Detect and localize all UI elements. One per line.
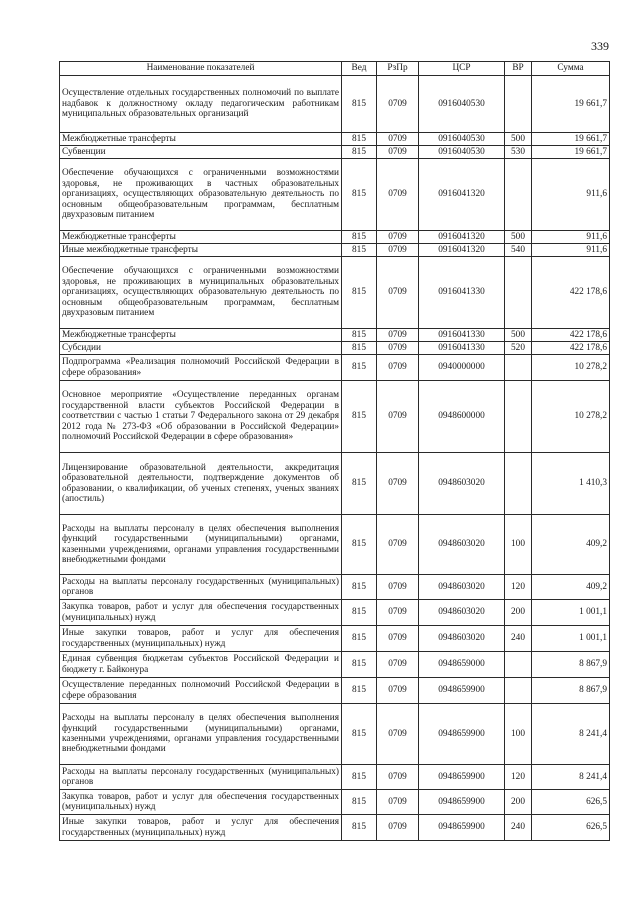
cell-expense-type: 500 [505,329,532,342]
cell-expense-type: 240 [505,626,532,652]
cell-target-article: 0916041320 [419,159,505,231]
cell-expense-type [505,257,532,329]
cell-target-article: 0948659900 [419,678,505,704]
cell-department: 815 [342,355,377,381]
cell-expense-type: 120 [505,765,532,790]
cell-expense-type: 100 [505,515,532,575]
table-row [60,159,610,231]
cell-section: 0709 [377,600,419,626]
table-row [60,244,610,257]
cell-expense-type [505,652,532,678]
cell-department: 815 [342,329,377,342]
cell-name: Лицензирование образовательной деятельности, аккредитация образовательной деятельности, подтверждение документов об образовании, о квалификации, об ученых степенях, ученых званиях (апостиль) [60,453,342,515]
table-row [60,146,610,159]
cell-section: 0709 [377,76,419,133]
cell-department: 815 [342,381,377,453]
table-row [60,515,610,575]
cell-target-article: 0948659900 [419,765,505,790]
table-row [60,231,610,244]
cell-section: 0709 [377,231,419,244]
page-number: 339 [591,39,609,53]
table-header-row [60,62,610,76]
cell-department: 815 [342,626,377,652]
cell-amount: 911,6 [532,159,610,231]
cell-section: 0709 [377,790,419,815]
cell-expense-type [505,76,532,133]
cell-amount: 626,5 [532,815,610,841]
cell-department: 815 [342,790,377,815]
header-expense-type: ВР [505,62,532,76]
cell-section: 0709 [377,133,419,146]
cell-amount: 19 661,7 [532,133,610,146]
header-target-article: ЦСР [419,62,505,76]
cell-expense-type: 200 [505,600,532,626]
cell-department: 815 [342,244,377,257]
cell-department: 815 [342,133,377,146]
cell-section: 0709 [377,342,419,355]
cell-expense-type: 520 [505,342,532,355]
cell-target-article: 0948603020 [419,515,505,575]
cell-department: 815 [342,342,377,355]
cell-amount: 19 661,7 [532,146,610,159]
cell-name: Осуществление отдельных государственных полномочий по выплате надбавок к должностному окладу педагогическим работникам муниципальных образовательных организаций [60,76,342,133]
cell-expense-type [505,159,532,231]
cell-amount: 422 178,6 [532,257,610,329]
cell-target-article: 0948600000 [419,381,505,453]
cell-name: Субсидии [60,342,342,355]
cell-target-article: 0916041330 [419,329,505,342]
cell-expense-type: 240 [505,815,532,841]
table-row [60,626,610,652]
cell-target-article: 0948659900 [419,790,505,815]
cell-section: 0709 [377,515,419,575]
cell-target-article: 0916041320 [419,244,505,257]
header-indicator-name: Наименование показателей [60,62,342,76]
cell-amount: 409,2 [532,515,610,575]
cell-name: Обеспечение обучающихся с ограниченными возможностями здоровья, не проживающих в муниципальных образовательных организациях, осуществляющих образовательную деятельность по основным общеобразовательным программам, бесплатным двухразовым питанием [60,257,342,329]
table-row [60,76,610,133]
cell-target-article: 0948603020 [419,626,505,652]
table-row [60,652,610,678]
cell-section: 0709 [377,652,419,678]
table-row [60,790,610,815]
cell-amount: 8 241,4 [532,704,610,765]
cell-name: Единая субвенция бюджетам субъектов Российской Федерации и бюджету г. Байконура [60,652,342,678]
cell-amount: 1 001,1 [532,600,610,626]
cell-amount: 19 661,7 [532,76,610,133]
table-row [60,600,610,626]
cell-expense-type [505,355,532,381]
cell-section: 0709 [377,146,419,159]
table-row [60,453,610,515]
cell-target-article: 0916040530 [419,146,505,159]
table-row [60,133,610,146]
cell-expense-type: 530 [505,146,532,159]
cell-amount: 8 867,9 [532,678,610,704]
cell-name: Межбюджетные трансферты [60,133,342,146]
cell-section: 0709 [377,704,419,765]
cell-name: Закупка товаров, работ и услуг для обеспечения государственных (муниципальных) нужд [60,600,342,626]
cell-amount: 10 278,2 [532,355,610,381]
cell-name: Расходы на выплаты персоналу в целях обеспечения выполнения функций государственными (муниципальными) органами, казенными учреждениями, органами управления государственными внебюджетными фондами [60,515,342,575]
table-body [60,76,610,841]
cell-section: 0709 [377,815,419,841]
cell-expense-type: 120 [505,575,532,600]
cell-department: 815 [342,515,377,575]
cell-section: 0709 [377,453,419,515]
cell-name: Межбюджетные трансферты [60,329,342,342]
table-row [60,765,610,790]
cell-target-article: 0916041320 [419,231,505,244]
cell-name: Обеспечение обучающихся с ограниченными возможностями здоровья, не проживающих в частных образовательных организациях, осуществляющих образовательную деятельность по основным общеобразовательным программам, бесплатным двухразовым питанием [60,159,342,231]
cell-amount: 422 178,6 [532,329,610,342]
cell-section: 0709 [377,244,419,257]
cell-section: 0709 [377,257,419,329]
cell-amount: 422 178,6 [532,342,610,355]
cell-amount: 409,2 [532,575,610,600]
cell-target-article: 0916040530 [419,133,505,146]
cell-department: 815 [342,231,377,244]
cell-amount: 626,5 [532,790,610,815]
cell-amount: 911,6 [532,231,610,244]
cell-name: Расходы на выплаты персоналу государственных (муниципальных) органов [60,575,342,600]
cell-department: 815 [342,704,377,765]
table-row [60,329,610,342]
cell-amount: 1 410,3 [532,453,610,515]
cell-section: 0709 [377,355,419,381]
cell-name: Расходы на выплаты персоналу государственных (муниципальных) органов [60,765,342,790]
table-row [60,815,610,841]
cell-name: Межбюджетные трансферты [60,231,342,244]
header-amount: Сумма [532,62,610,76]
table-row [60,678,610,704]
cell-amount: 8 241,4 [532,765,610,790]
table-row [60,342,610,355]
cell-department: 815 [342,815,377,841]
cell-department: 815 [342,600,377,626]
cell-department: 815 [342,575,377,600]
cell-section: 0709 [377,678,419,704]
table-row [60,355,610,381]
cell-amount: 911,6 [532,244,610,257]
cell-department: 815 [342,765,377,790]
header-department: Вед [342,62,377,76]
cell-target-article: 0916040530 [419,76,505,133]
cell-amount: 8 867,9 [532,652,610,678]
table-row [60,257,610,329]
cell-section: 0709 [377,765,419,790]
cell-name: Субвенции [60,146,342,159]
cell-name: Иные межбюджетные трансферты [60,244,342,257]
cell-target-article: 0948603020 [419,600,505,626]
cell-amount: 1 001,1 [532,626,610,652]
cell-section: 0709 [377,381,419,453]
cell-target-article: 0948659900 [419,704,505,765]
cell-section: 0709 [377,626,419,652]
cell-target-article: 0916041330 [419,342,505,355]
cell-expense-type: 200 [505,790,532,815]
cell-name: Осуществление переданных полномочий Российской Федерации в сфере образования [60,678,342,704]
cell-name: Основное мероприятие «Осуществление переданных органам государственной власти субъектов Российской Федерации в соответствии с частью 1 статьи 7 Федерального закона от 29 декабря 2012 года № 273-ФЗ «Об образовании в Российской Федерации» полномочий Российской Федерации в сфере образования» [60,381,342,453]
cell-target-article: 0916041330 [419,257,505,329]
table-row [60,575,610,600]
cell-target-article: 0940000000 [419,355,505,381]
cell-expense-type [505,678,532,704]
cell-expense-type: 500 [505,133,532,146]
cell-section: 0709 [377,329,419,342]
cell-department: 815 [342,159,377,231]
cell-department: 815 [342,453,377,515]
cell-target-article: 0948603020 [419,575,505,600]
cell-name: Иные закупки товаров, работ и услуг для обеспечения государственных (муниципальных) нужд [60,815,342,841]
cell-target-article: 0948659900 [419,815,505,841]
cell-amount: 10 278,2 [532,381,610,453]
table-row [60,704,610,765]
cell-department: 815 [342,146,377,159]
cell-name: Закупка товаров, работ и услуг для обеспечения государственных (муниципальных) нужд [60,790,342,815]
cell-name: Подпрограмма «Реализация полномочий Российской Федерации в сфере образования» [60,355,342,381]
cell-expense-type: 540 [505,244,532,257]
cell-expense-type: 500 [505,231,532,244]
cell-target-article: 0948659000 [419,652,505,678]
cell-expense-type: 100 [505,704,532,765]
cell-department: 815 [342,76,377,133]
cell-name: Расходы на выплаты персоналу в целях обеспечения выполнения функций государственными (муниципальными) органами, казенными учреждениями, органами управления государственными внебюджетными фондами [60,704,342,765]
cell-department: 815 [342,257,377,329]
cell-section: 0709 [377,159,419,231]
cell-expense-type [505,453,532,515]
table-row [60,381,610,453]
cell-expense-type [505,381,532,453]
cell-target-article: 0948603020 [419,453,505,515]
cell-department: 815 [342,678,377,704]
cell-section: 0709 [377,575,419,600]
cell-department: 815 [342,652,377,678]
cell-name: Иные закупки товаров, работ и услуг для обеспечения государственных (муниципальных) нужд [60,626,342,652]
header-section: РзПр [377,62,419,76]
budget-table [59,61,610,841]
